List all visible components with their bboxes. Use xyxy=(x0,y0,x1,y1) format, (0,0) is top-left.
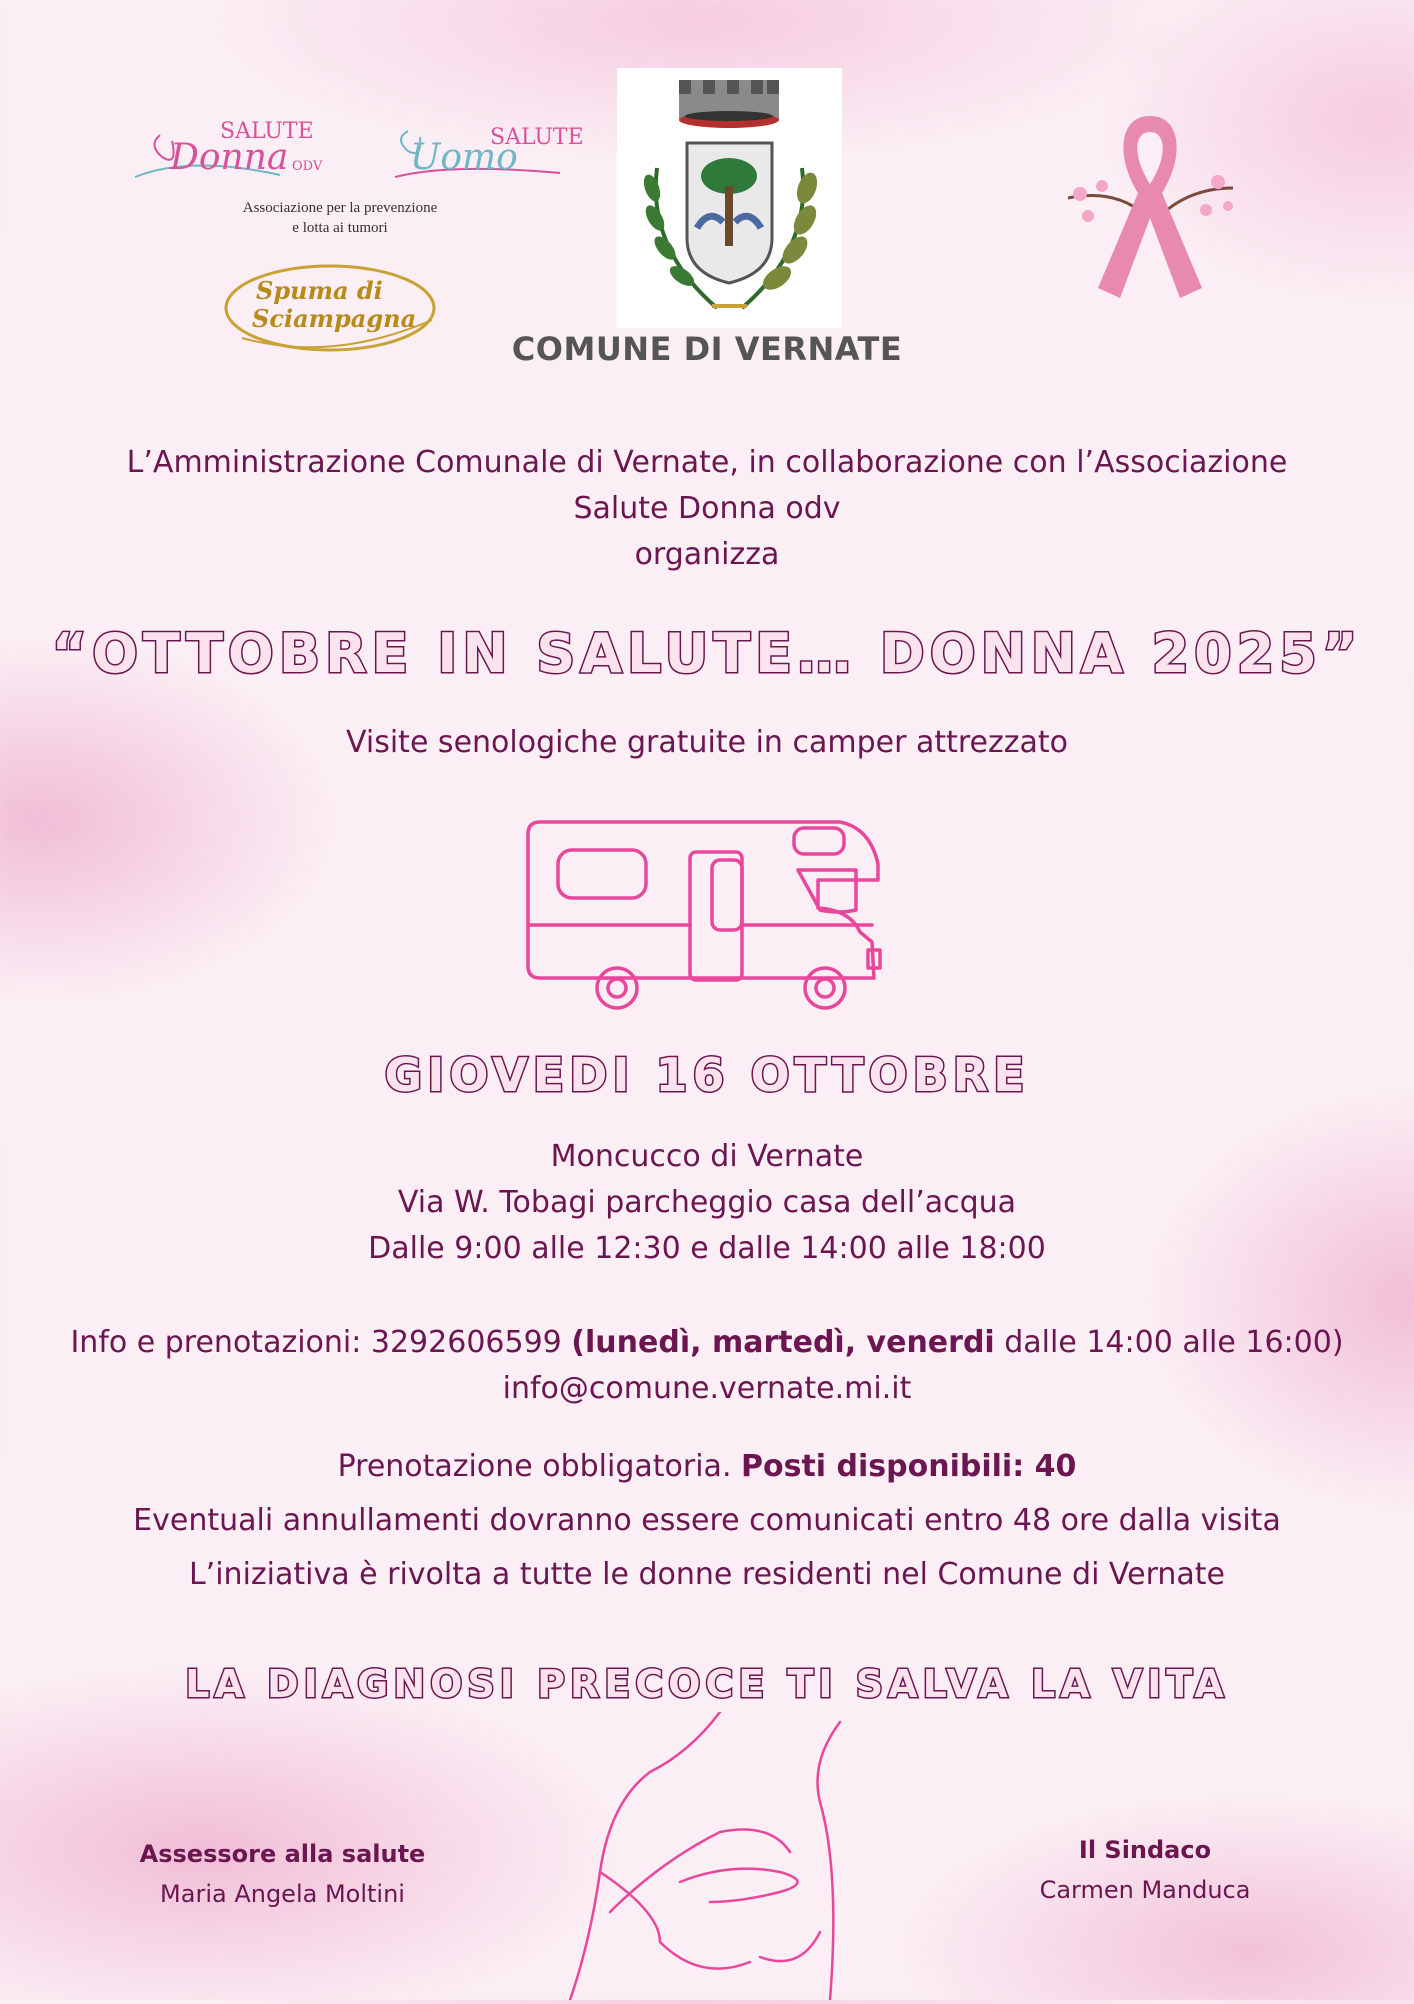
breast-exam-icon xyxy=(540,1712,880,2000)
camper-illustration xyxy=(520,810,895,1015)
left-role: Assessore alla salute xyxy=(139,1840,426,1868)
slogan: LA DIAGNOSI PRECOCE TI SALVA LA VITA xyxy=(185,1662,1229,1706)
camper-icon xyxy=(520,810,895,1015)
location-line-3: Dalle 9:00 alle 12:30 e dalle 14:00 alle 18:00 xyxy=(368,1231,1046,1266)
booking-eligibility: L’iniziativa è rivolta a tutte le donne residenti nel Comune di Vernate xyxy=(188,1557,1226,1592)
breast-exam-illustration xyxy=(540,1712,880,2000)
subtitle: Visite senologiche gratuite in camper attrezzato xyxy=(346,725,1068,760)
info-email: info@comune.vernate.mi.it xyxy=(502,1371,912,1406)
location-line-1: Moncucco di Vernate xyxy=(550,1139,864,1174)
booking-line xyxy=(0,1444,1414,1490)
coat-of-arms-icon xyxy=(617,68,842,328)
pink-ribbon xyxy=(1058,98,1243,308)
date-heading: GIOVEDI 16 OTTOBRE xyxy=(384,1048,1030,1102)
info-suffix: dalle 14:00 alle 16:00) xyxy=(994,1325,1344,1360)
salute-donna-top: SALUTE xyxy=(220,119,314,144)
info-days: (lunedì, martedì, venerdi xyxy=(571,1325,995,1360)
salute-uomo-top: SALUTE xyxy=(490,125,584,150)
association-tagline xyxy=(200,198,480,238)
right-name: Carmen Manduca xyxy=(1039,1876,1251,1904)
intro-line-1: L’Amministrazione Comunale di Vernate, in collaborazione con l’Associazione xyxy=(126,445,1288,480)
booking-cancellation: Eventuali annullamenti dovranno essere comunicati entro 48 ore dalla visita xyxy=(133,1503,1281,1538)
salute-uomo-logo xyxy=(390,115,584,190)
salute-donna-script: Donna xyxy=(170,137,289,178)
coat-of-arms xyxy=(617,68,842,328)
signature-right xyxy=(990,1836,1300,1904)
salute-donna-suffix: ODV xyxy=(292,159,323,174)
booking-prefix: Prenotazione obbligatoria. xyxy=(337,1449,742,1484)
intro-line-2: Salute Donna odv xyxy=(573,491,841,526)
info-prefix: Info e prenotazioni: 3292606599 xyxy=(70,1325,572,1360)
salute-uomo-script: Uomo xyxy=(410,137,518,178)
comune-label: COMUNE DI VERNATE xyxy=(511,330,903,368)
association-line-1: Associazione per la prevenzione xyxy=(242,200,438,216)
left-name: Maria Angela Moltini xyxy=(160,1880,405,1908)
association-line-2: e lotta ai tumori xyxy=(292,220,388,236)
spuma-line-2: Sciampagna xyxy=(252,304,417,333)
intro-line-3: organizza xyxy=(634,537,780,572)
pink-ribbon-icon xyxy=(1058,98,1243,308)
info-line xyxy=(0,1320,1414,1366)
booking-seats: Posti disponibili: 40 xyxy=(741,1449,1077,1484)
signature-left xyxy=(110,1840,455,1908)
salute-donna-logo xyxy=(130,115,330,190)
spuma-line-1: Spuma di xyxy=(256,276,383,305)
right-role: Il Sindaco xyxy=(1078,1836,1212,1864)
event-title: “OTTOBRE IN SALUTE… DONNA 2025” xyxy=(51,622,1363,685)
location-line-2: Via W. Tobagi parcheggio casa dell’acqua xyxy=(397,1185,1017,1220)
